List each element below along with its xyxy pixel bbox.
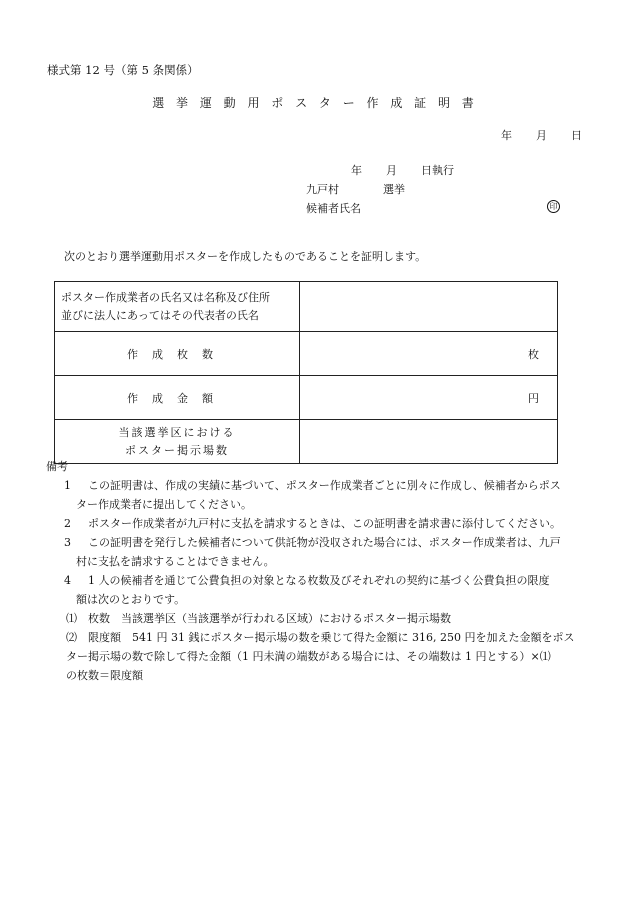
contractor-label-cell (55, 282, 300, 332)
amount-unit: 円 (300, 376, 558, 420)
poster-sites-label-line2: ポスター掲示場数 (125, 443, 229, 457)
election-day-label: 日執行 (421, 164, 454, 177)
note-3 (64, 533, 584, 571)
certificate-table (54, 281, 558, 464)
quantity-label: 作成枚数 (55, 332, 300, 376)
note-2-number: 2 (64, 517, 71, 530)
note-4-line2: 額は次のとおりです。 (76, 593, 186, 606)
table-row (55, 376, 558, 420)
note-1-number: 1 (64, 479, 71, 492)
election-date (351, 164, 454, 177)
table-row (55, 332, 558, 376)
poster-sites-label-cell (55, 420, 300, 464)
contractor-label-line2: 並びに法人にあってはその代表者の氏名 (61, 308, 259, 322)
note-4-sub-2-line3: の枚数＝限度額 (66, 669, 143, 682)
contractor-label-line1: ポスター作成業者の氏名又は名称及び住所 (61, 291, 270, 305)
note-1-line2: ター作成業者に提出してください。 (76, 498, 252, 511)
poster-sites-label-line1: 当該選挙区における (118, 425, 236, 439)
note-4-sub-2-line1: ⑵ 限度額 541 円 31 銭にポスター掲示場の数を乗じて得た金額に 316, 250 円を加えた金額をポス (66, 631, 575, 644)
note-3-number: 3 (64, 536, 71, 549)
note-1-line1: この証明書は、作成の実績に基づいて、ポスター作成業者ごとに別々に作成し、候補者からポス (88, 479, 561, 492)
election-word: 選挙 (383, 183, 405, 196)
quantity-unit: 枚 (300, 332, 558, 376)
form-number: 様式第 12 号（第 5 条関係） (47, 63, 199, 77)
note-4-sub-1-text: ⑴ 枚数 当該選挙区（当該選挙が行われる区域）におけるポスター掲示場数 (66, 612, 451, 625)
issue-month-label: 月 (536, 129, 547, 142)
notes-heading: 備考 (46, 460, 68, 473)
election-year-label: 年 (351, 164, 362, 177)
election-month-label: 月 (386, 164, 397, 177)
intro-text: 次のとおり選挙運動用ポスターを作成したものであることを証明します。 (64, 250, 427, 263)
note-4-number: 4 (64, 574, 71, 587)
village-election (306, 183, 405, 196)
table-row (55, 282, 558, 332)
amount-label: 作成金額 (55, 376, 300, 420)
issue-year-label: 年 (501, 129, 512, 142)
issue-date (501, 129, 582, 142)
table-row (55, 420, 558, 464)
issue-day-label: 日 (571, 129, 582, 142)
note-4-sub-2 (66, 628, 586, 685)
poster-sites-value-cell (300, 420, 558, 464)
document-title: 選 挙 運 動 用 ポ ス タ ー 作 成 証 明 書 (152, 96, 478, 110)
note-2-line1: ポスター作成業者が九戸村に支払を請求するときは、この証明書を請求書に添付してください。 (88, 517, 561, 530)
note-4 (64, 571, 584, 609)
note-4-sub-2-line2: ター掲示場の数で除して得た金額（1 円未満の端数がある場合には、その端数は 1 円とする）×⑴ (66, 650, 551, 663)
seal-icon: 印 (547, 200, 560, 213)
note-4-line1: 1 人の候補者を通じて公費負担の対象となる枚数及びそれぞれの契約に基づく公費負担の限度 (88, 574, 550, 587)
note-1 (64, 476, 584, 514)
note-4-sub-1 (66, 609, 586, 628)
note-3-line1: この証明書を発行した候補者について供託物が没収された場合には、ポスター作成業者は、九戸 (88, 536, 561, 549)
candidate-name-label: 候補者氏名 (306, 202, 361, 215)
village-name: 九戸村 (306, 183, 339, 196)
note-3-line2: 村に支払を請求することはできません。 (76, 555, 275, 568)
note-2 (64, 514, 584, 533)
contractor-value-cell (300, 282, 558, 332)
